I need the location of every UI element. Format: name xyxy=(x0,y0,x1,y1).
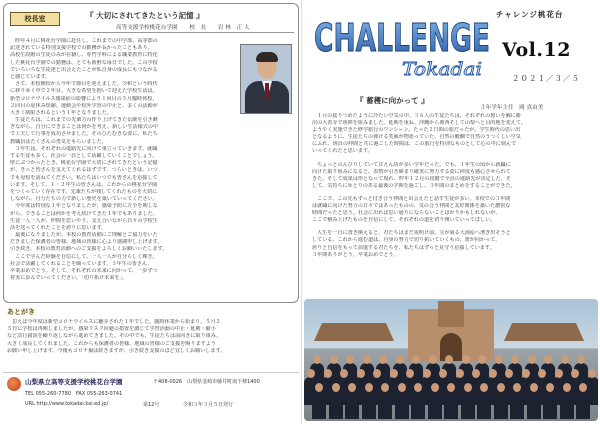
text-line: は就職に向けた努力の日々ではあったものの、気の合う仲間と友好関係を築いた濃密な xyxy=(312,203,511,210)
text-line: 最後になりましたが、本校の教育活動にご理解とご協力をいた xyxy=(10,232,158,239)
text-line: さて、本校開校から今年で節目を迎えました。令和という時代 xyxy=(10,81,158,88)
student-figure xyxy=(345,383,359,419)
text-line: ここで学んだ経験を自信にして、一人一人が自分らしく輝き、 xyxy=(10,253,158,260)
student-figure xyxy=(428,383,442,419)
essay-byline xyxy=(116,23,249,31)
text-line: に移りゆく中で２年目、大きな希望を抱いて迎えた学校生活は、 xyxy=(10,88,158,95)
footer-url[interactable]: URL http://www.tokadai.kai.ed.jp/ xyxy=(25,401,109,407)
text-line: 壁にぶつかったとき、桃花台学園で大切にされてきたという記憶 xyxy=(10,160,158,167)
student-figure xyxy=(312,383,326,419)
message-title: 『 蓄穫に向かって 』 xyxy=(356,96,429,105)
text-line: きた。そして成果は形となって現れ、昨年１２月の段階で全員の進路先が決定した。そ xyxy=(312,175,511,182)
footer xyxy=(3,372,299,420)
issue-date: ２０２１／３／５ xyxy=(512,74,580,83)
student-figure xyxy=(461,383,475,419)
text-line: がら、できることは何かを考え続けてきた１年でもありました。 xyxy=(10,210,158,217)
masthead xyxy=(304,3,598,91)
text-line: 昨年４月に桃花台学園に赴任し、これまでの中学部、高等部の xyxy=(10,38,158,44)
footer-issue-number: 第12号 xyxy=(143,402,160,408)
text-line: 大きく制限されるという１年となりました。 xyxy=(10,109,112,116)
principal-essay-box xyxy=(3,3,299,303)
student-figure xyxy=(543,383,557,419)
volume-number: Vol.12 xyxy=(502,39,571,61)
text-line: にふれ、班員の仲間と共に過ごした時間は、この旅行を特別なものとして心の中に刻んで xyxy=(312,141,517,148)
text-line: 生徒たちは、これまでの先輩方の作り上げてきた伝統を引き継 xyxy=(10,117,158,124)
text-line: 人生を一日に置き換えると、君たちはまだ夜明け前。宝が乗る大海原へ漕ぎ出そうと xyxy=(312,230,511,237)
text-line: している。これから進む道は、自身の努力で切り拓いていくもの。蕾が向かって、 xyxy=(312,237,501,244)
student-figure xyxy=(494,383,508,419)
text-line: 時間だったと思う。社会に出れば思い通りにならないことばかりかもしれないが、 xyxy=(312,210,501,217)
student-figure xyxy=(411,383,425,419)
text-line: して、気持ちにゆとりのある最後の学期を過ごし、３年間のまとめをすることができた。 xyxy=(312,182,516,189)
series-name: チャレンジ桃花台 xyxy=(496,10,564,19)
essay-title: 『 大切にされてきたという記憶 』 xyxy=(86,11,204,20)
student-figure xyxy=(329,383,343,419)
text-line: する生徒も多く、社会の一員として活躍していくことでしょう。 xyxy=(10,153,158,159)
text-line: 教職員はたくさんの勇気をもらいました。 xyxy=(10,138,107,145)
student-figure xyxy=(477,383,491,419)
student-figure xyxy=(510,383,524,419)
text-line: 向けた取り組みになると、表情が引き締まり確実に努力する姿に何度も感心させられて xyxy=(312,168,511,175)
essay-school: 高等支援学校桃花台学園 xyxy=(116,25,178,31)
text-line: ３年生は、それぞれの進路先に向けて巣立っていきます。就職 xyxy=(10,145,158,152)
student-figure xyxy=(362,383,376,419)
text-line: でいろいろな生徒達と出会えたことが私自身の成長にもつながる xyxy=(10,66,158,73)
principal-photo xyxy=(240,44,292,114)
school-logo-icon xyxy=(7,377,21,391)
message-author: ３年学年主任 岡 真由美 xyxy=(480,105,544,111)
footer-issue-date: 令和３年３月５日発行 xyxy=(183,402,234,408)
text-line: だきました保護者の皆様、地域の皆様に心より感謝申し上げます。 xyxy=(10,239,163,246)
text-line: 大きく成長してくれました。これからも保護者の皆様、地域の皆様のご支援を賜りますよう xyxy=(7,340,216,347)
text-line: ２回目の夏休み短縮、運動会や校外学習の中止と、多くの活動が xyxy=(10,102,158,109)
text-line: いってくれたと思います。 xyxy=(312,148,373,155)
text-line: 新型コロナウイルス感染症の影響により１回目の５月臨時休校、 xyxy=(10,95,158,102)
text-line: ５日に学校は再開しましたが、感染リスク回避の措置を講じて学習活動の中止・延期・縮小 xyxy=(7,326,216,333)
text-line: 沼の大善寺で座禅を組みました。延期を重ね、沖縄から関西そして山梨へと目的地を変えて、 xyxy=(312,120,526,127)
afterword-section xyxy=(3,307,299,371)
text-line: 着実に歩んでいってください。「切り拓け未来を」。 xyxy=(10,275,128,282)
student-figure xyxy=(576,383,590,419)
student-figure xyxy=(395,383,409,419)
text-line: をつくっていく存在です。先輩たちが残してくれたものを大切に xyxy=(10,188,158,195)
text-line: ちょっとのんびりしていて甘えん坊が多い学年だった。でも、１年生の頃から就職に xyxy=(312,161,511,168)
message-body xyxy=(312,113,592,259)
student-figure xyxy=(527,383,541,419)
student-figure xyxy=(444,383,458,419)
text-line: ようやく実施できた修学旅行のワンシーン。たった２日間の旅だったが、学生時代の思い出 xyxy=(312,127,521,134)
text-line: で工夫して行事を成功させました。そのひたむきな姿に、私たち xyxy=(10,131,158,138)
essay-body xyxy=(10,38,236,300)
text-line: 活を送ってくれたことを誇りに思います。 xyxy=(10,224,107,231)
text-line: 今年度は特別な１年となりましたが、感染予防に万全を期しな xyxy=(10,203,158,210)
student-figure xyxy=(378,383,392,419)
text-line: ここで、この先もずっと付き合う仲間と出会えたと話す生徒が多い。本校での３年間 xyxy=(312,195,511,202)
text-line: 卒業おめでとう。そして、それぞれの未来に向かって、一歩ずつ xyxy=(10,268,158,274)
text-line: でも母校を訪ねてください。私たちはいつでも皆さんを応援して xyxy=(10,174,158,181)
footer-address: 〒408-0026 山梨県韮崎市藤井町南下條1400 xyxy=(153,379,260,385)
essay-role: 校 長 xyxy=(189,25,207,31)
left-page xyxy=(3,3,299,421)
text-line: 誇りと自信をもって前進する君たちを、私たちはずっと見守り応援しています。 xyxy=(312,244,495,251)
text-line: 思えば今年度は新型コロナウイルスに翻弄された１年でした。臨時休業から始まり、５月２ xyxy=(7,319,221,325)
text-line: お願い申し上げます。今後もコロナ禍は続きますが、引き続き支援のほど宜しくお願いします。 xyxy=(7,347,226,354)
challenge-logo xyxy=(312,15,494,81)
essay-author: 岩 林 正 人 xyxy=(217,25,250,31)
text-line: 高校生段階の生徒のみが在籍し、専門学科による職業教育に特化 xyxy=(10,52,158,59)
page-divider xyxy=(301,0,302,424)
text-line: ３年間ありがとう。卒業おめでとう。 xyxy=(312,251,399,258)
footer-school-name: 山梨県立高等支援学校桃花台学園 xyxy=(25,378,123,386)
text-line: など試行錯誤を繰り返しながら進めてきました。その中でも、生徒たちは前向きに取り組み、 xyxy=(7,333,222,340)
text-line: と感じています。 xyxy=(10,73,51,80)
text-line: １月の揺りつめたように冷たい空気の中、３６人の生徒たちは、それぞれの想いを胸に勝 xyxy=(312,113,521,119)
principal-office-tag: 校長室 xyxy=(10,12,60,26)
text-line: 社会で活躍してくれることを願っています。３年生の皆さん、 xyxy=(10,260,153,267)
text-line: しながら、自分たちの力で新しい歴史を築いていってください。 xyxy=(10,196,158,203)
brand-title: CHALLENGE xyxy=(314,16,490,60)
text-line: が、きっと皆さんを支えてくれるはずです。つらいときは、いつ xyxy=(10,167,158,174)
text-line: となるように、生徒たちの弾ける笑顔が物語っていた。自然の醍醐で自然のうつくしい空気 xyxy=(312,134,521,141)
afterword-label: あとがき xyxy=(7,308,35,316)
text-line: 引き続き、本校の教育活動へのご支援をよろしくお願いいたします。 xyxy=(10,246,168,253)
text-line: した桃花台学園での勤務は、とても新鮮な毎日でした。この学校 xyxy=(10,59,158,66)
student-figure xyxy=(560,383,574,419)
brand-subtitle: Tokadai xyxy=(402,59,482,80)
graduation-group-photo xyxy=(304,299,598,421)
footer-tel-fax: TEL 055-260-7780 FAX 055-263-0741 xyxy=(25,391,123,397)
text-line: ここで積み上げたものを自信にして、それぞれの道を切り開いていってほしい。 xyxy=(312,217,496,224)
text-line: ぎながら、自分にできることは何かを考え、新しい生活様式の中 xyxy=(10,124,159,131)
text-line: 記述されている特別支援学校での勤務が長かったこともあり、 xyxy=(10,45,153,52)
text-line: 生徒一人一人が、仲間を思いやり、支え合いながら日々の学校生 xyxy=(10,217,158,224)
title-divider xyxy=(68,32,294,33)
afterword-body xyxy=(7,319,295,355)
text-line: います。そして、１・２年生の皆さんは、これからの桃花台学園 xyxy=(10,181,158,188)
right-page xyxy=(304,3,598,421)
